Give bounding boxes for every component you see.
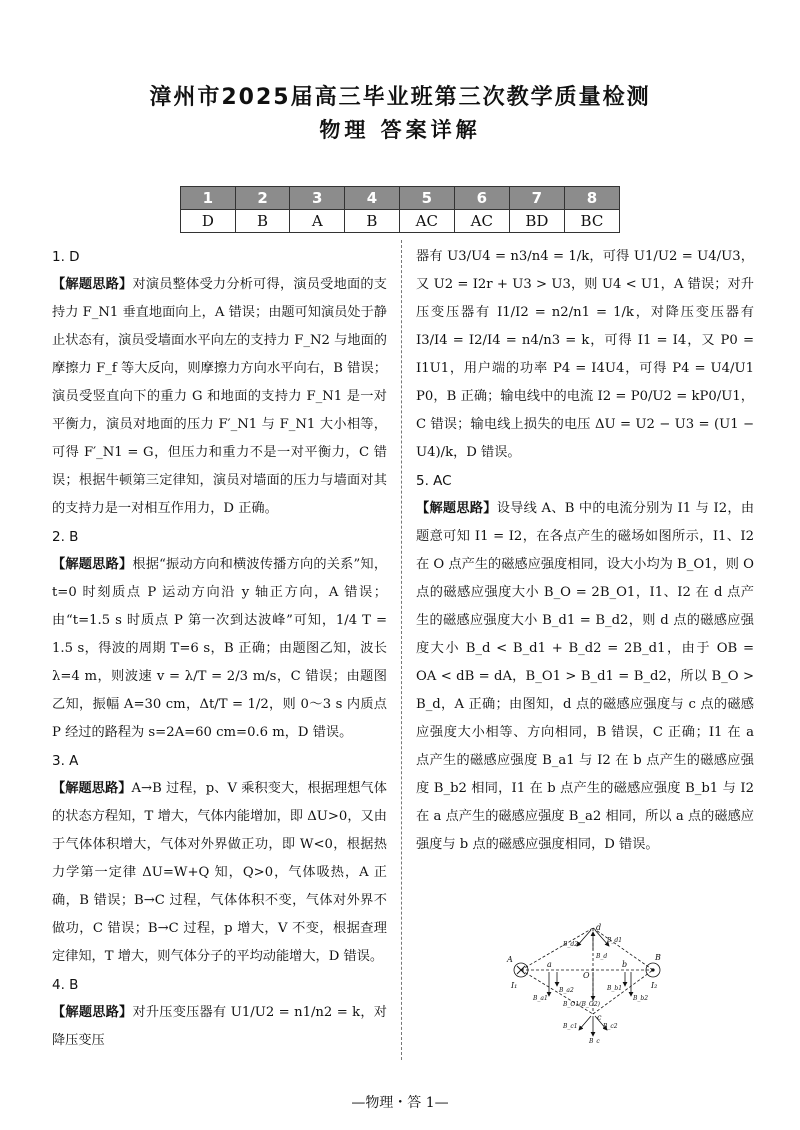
question-number: 3 — [290, 187, 345, 210]
dashed-line-Ad — [521, 928, 593, 970]
solution-text: A→B 过程，p、V 乘积变大，根据理想气体的状态方程知，T 增大，气体内能增加，即 ΔU>0，又由于气体体积增大，气体对外界做正功，即 W<0，根据热力学第一定律 ΔU=W+Q 知，Q>0，气体吸热，A 正确，B 错误；B→C 过程，气体体积不变，气体对外界不做功，C 错误；B→C 过程，p 增大，V 不变，根据查理定律知，T 增大，则气体分子的平均动能增大，D 错误。 — [52, 781, 387, 964]
question-number: 6 — [454, 187, 509, 210]
solution-paragraph — [52, 775, 387, 971]
left-column — [52, 243, 387, 1055]
answer-cell: B — [345, 210, 400, 233]
solution-tag: 【解题思路】 — [52, 781, 132, 796]
question-number: 4 — [345, 187, 400, 210]
question-number: 2 — [235, 187, 290, 210]
label-A: A — [507, 955, 513, 964]
solution-paragraph — [416, 495, 754, 859]
answer-heading: 1. D — [52, 249, 80, 265]
dot-B-icon — [651, 968, 654, 971]
solution-text: 对升压变压器有 U1/U2 = n1/n2 = k，对降压变压 — [52, 1005, 387, 1048]
answer-heading: 4. B — [52, 977, 79, 993]
answer-table — [180, 186, 620, 233]
answer-cell: A — [290, 210, 345, 233]
question-number: 5 — [399, 187, 454, 210]
label-c: c — [597, 1013, 602, 1022]
solution-paragraph — [416, 243, 754, 467]
label-Bb1: B_b1 — [607, 985, 623, 992]
solution-tag: 【解题思路】 — [52, 277, 133, 292]
question-number: 8 — [564, 187, 619, 210]
solution-paragraph — [52, 999, 387, 1055]
label-I1: I₁ — [511, 981, 518, 990]
arrow-Bd2 — [577, 930, 591, 946]
label-Bd2: B_d2 — [563, 941, 579, 948]
answer-cell: D — [181, 210, 236, 233]
solution-tag: 【解题思路】 — [52, 557, 133, 572]
answer-table-header-row — [181, 187, 620, 210]
question-number: 7 — [509, 187, 564, 210]
label-BO1: B_O1(B_O2) — [563, 1001, 600, 1008]
page-title: 漳州市2025届高三毕业班第三次教学质量检测 — [149, 85, 651, 110]
solution-paragraph — [52, 271, 387, 523]
page-footer: —物理・答 1— — [351, 1095, 449, 1111]
answer-cell: BC — [564, 210, 619, 233]
solution-text: 器有 U3/U4 = n3/n4 = 1/k，可得 U1/U2 = U4/U3，又 U2 = I2r + U3 > U3，则 U4 < U1，A 错误；对升压变压器有 I1/I2 = n2/n1 = 1/k，对降压变压器有 I3/I4 = I2/I4 = n4/n3 = k，可得 I1 = I4，又 P0 = I1U1，用户端的功率 P4 = I4U4，可得 P4 = U4/U1 P0，B 正确；输电线中的电流 I2 = P0/U2 = kP0/U1，C 错误；输电线上损失的电压 ΔU = U2 − U3 = (U1 − U4)/k，D 错误。 — [416, 249, 754, 460]
answer-cell: B — [235, 210, 290, 233]
label-Bc2: B_c2 — [603, 1023, 618, 1030]
label-I2: I₂ — [651, 981, 658, 990]
solution-text: 对演员整体受力分析可得，演员受地面的支持力 F_N1 垂直地面向上，A 错误；由题可知演员处于静止状态有，演员受墙面水平向左的支持力 F_N2 与地面的摩擦力 F_f 等大反向，则摩擦力方向水平向右，B 错误；演员受竖直向下的重力 G 和地面的支持力 F_N1 是一对平衡力，演员对地面的压力 F′_N1 与 F_N1 大小相等，可得 F′_N1 = G，但压力和重力不是一对平衡力，C 错误；根据牛顿第三定律知，演员对墙面的压力与墙面对其的支持力是一对相互作用力，D 正确。 — [52, 277, 387, 516]
answer-cell: AC — [399, 210, 454, 233]
answer-heading: 3. A — [52, 753, 79, 769]
answer-table-answer-row — [181, 210, 620, 233]
question-number: 1 — [181, 187, 236, 210]
right-column — [416, 243, 754, 859]
label-O: O — [583, 971, 590, 980]
answer-cell: AC — [454, 210, 509, 233]
label-Ba1: B_a1 — [533, 995, 548, 1002]
answer-heading: 2. B — [52, 529, 79, 545]
page-subtitle: 物理 答案详解 — [319, 118, 481, 142]
dashed-line-cB — [593, 970, 653, 1014]
label-B: B — [655, 953, 661, 962]
solution-text: 设导线 A、B 中的电流分别为 I1 与 I2，由题意可知 I1 = I2，在各点产生的磁场如图所示，I1、I2 在 O 点产生的磁感应强度相同，设大小均为 B_O1，则 O 点的磁感应强度大小 B_O = 2B_O1，I1、I2 在 d 点产生的磁感应强度大小 B_d1 = B_d2，则 d 点的磁感应强度大小 B_d < B_d1 + B_d2 = 2B_d1，由于 OB = OA < dB = dA，B_O1 > B_d1 = B_d2，所以 B_O > B_d，A 正确；由图知，d 点的磁感应强度与 c 点的磁感应强度大小相等、方向相同，B 错误，C 正确；I1 在 a 点产生的磁感应强度 B_a1 与 I2 在 b 点产生的磁感应强度 B_b2 相同，I1 在 b 点产生的磁感应强度 B_b1 与 I2 在 a 点产生的磁感应强度 B_a2 相同，所以 a 点的磁感应强度与 b 点的磁感应强度相同，D 错误。 — [416, 501, 755, 852]
label-a: a — [547, 960, 552, 969]
arrow-Bc1 — [579, 1016, 591, 1030]
magnetic-field-diagram — [505, 922, 665, 1044]
column-divider — [401, 240, 402, 1060]
label-Bc1: B_c1 — [563, 1023, 578, 1030]
label-Bd1: B_d1 — [607, 937, 623, 944]
answer-heading: 5. AC — [416, 473, 452, 489]
solution-tag: 【解题思路】 — [416, 501, 497, 516]
answer-cell: BD — [509, 210, 564, 233]
label-b: b — [622, 960, 628, 969]
label-Bd: B_d — [596, 953, 608, 960]
label-Bc: B_c — [589, 1038, 600, 1044]
label-Bb2: B_b2 — [633, 995, 649, 1002]
label-Ba2: B_a2 — [559, 987, 574, 994]
solution-tag: 【解题思路】 — [52, 1005, 133, 1020]
solution-text: 根据“振动方向和横波传播方向的关系”知，t=0 时刻质点 P 运动方向沿 y 轴正方向，A 错误；由“t=1.5 s 时质点 P 第一次到达波峰”可知，1/4 T = 1.5 s，得波的周期 T=6 s，B 正确；由题图乙知，波长 λ=4 m，则波速 v = λ/T = 2/3 m/s，C 错误；由题图乙知，振幅 A=30 cm，Δt/T = 1/2，则 0～3 s 内质点 P 经过的路程为 s=2A=60 cm=0.6 m，D 错误。 — [52, 557, 388, 740]
label-d: d — [596, 923, 602, 932]
solution-paragraph — [52, 551, 387, 747]
